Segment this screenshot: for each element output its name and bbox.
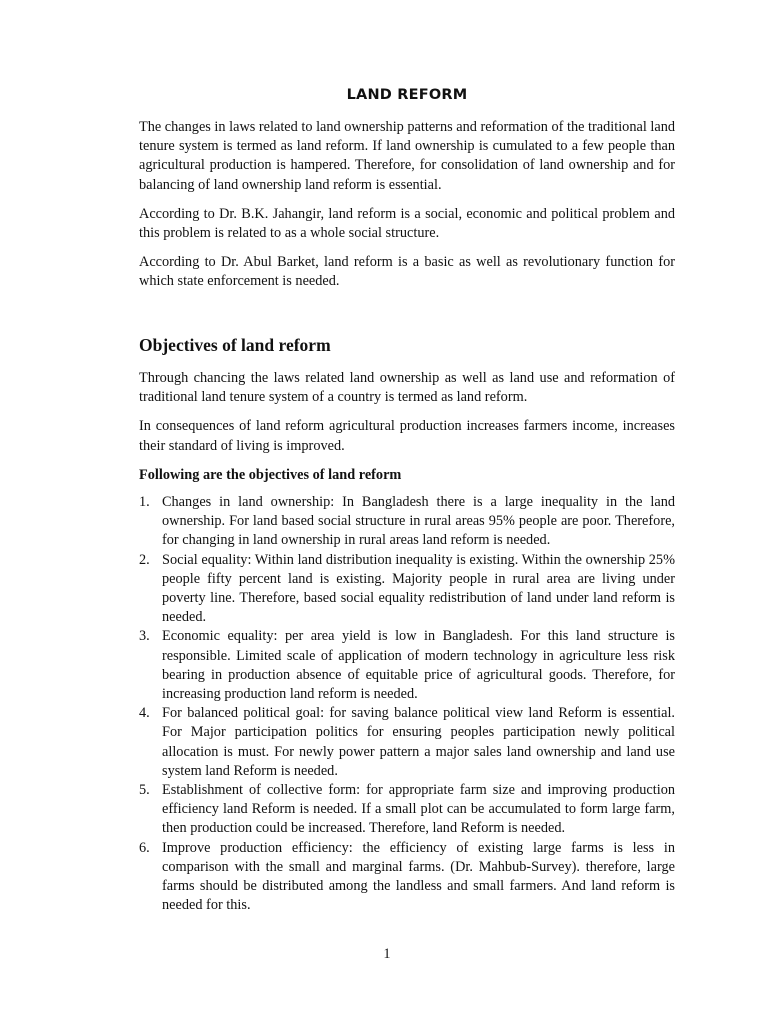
list-item: [139, 839, 675, 916]
section-paragraph: Through chancing the laws related land ownership as well as land use and reformation of traditional land tenure system of a country is termed as land reform.: [139, 370, 675, 406]
objectives-section: [139, 333, 675, 915]
list-item: [139, 551, 675, 628]
objectives-list: [139, 493, 675, 915]
list-item-number: 4.: [139, 705, 150, 722]
intro-section: [139, 118, 675, 302]
intro-paragraph: According to Dr. Abul Barket, land reform is a basic as well as revolutionary function for which state enforcement is needed.: [139, 254, 675, 290]
list-item: [139, 493, 675, 551]
intro-paragraph: According to Dr. B.K. Jahangir, land reform is a social, economic and political problem and this problem is related to as a whole social structure.: [139, 205, 675, 242]
list-item-number: 6.: [139, 839, 150, 856]
page-number: 1: [383, 946, 391, 962]
objectives-subheading: Following are the objectives of land reform: [139, 466, 402, 483]
list-item-text: For balanced political goal: for saving balance political view land Reform is essential. For Major participation politics for ensuring peoples participation newly political allocation is must. For newly power pattern a major sales land ownership and land use system land Reform is needed.: [162, 705, 675, 779]
section-heading: Objectives of land reform: [139, 335, 331, 355]
list-item-text: Changes in land ownership: In Bangladesh there is a large inequality in the land ownership. For land based social structure in rural areas 95% people are poor. Therefore, for changing in land ownership in rural areas land reform is needed.: [162, 494, 675, 549]
list-item-number: 2.: [139, 551, 150, 568]
intro-paragraph: The changes in laws related to land ownership patterns and reformation of the traditional land tenure system is termed as land reform. If land ownership is cumulated to a few people than agricultural production is hampered. Therefore, for consolidation of land ownership and for balancing of land ownership land reform is essential.: [139, 119, 675, 193]
list-item-text: Economic equality: per area yield is low in Bangladesh. For this land structure is responsible. Limited scale of application of modern technology in agriculture less risk bearing in production absence of equitable price of agricultural goods. Therefore, for increasing production land reform is needed.: [162, 628, 675, 703]
list-item-text: Establishment of collective form: for appropriate farm size and improving production efficiency land Reform is needed. If a small plot can be accumulated to form large farm, then production could be increased. Therefore, land Reform is needed.: [162, 782, 675, 837]
list-item-number: 5.: [139, 782, 150, 799]
list-item-number: 3.: [139, 628, 150, 645]
list-item: [139, 781, 675, 839]
list-item-text: Improve production efficiency: the efficiency of existing large farms is less in comparison with the small and marginal farms. (Dr. Mahbub-Survey). therefore, large farms should be distributed among the landless and small farmers. And land reform is needed for this.: [162, 839, 675, 914]
list-item: [139, 704, 675, 781]
section-paragraph: In consequences of land reform agricultural production increases farmers income, increases their standard of living is improved.: [139, 418, 675, 454]
document-title: LAND REFORM: [346, 87, 468, 103]
list-item-number: 1.: [139, 494, 150, 511]
list-item: [139, 627, 675, 704]
list-item-text: Social equality: Within land distribution inequality is existing. Within the ownership 25% people fifty percent land is existing. Majority people in rural area are living under poverty line. Therefore, based social equality redistribution of land under land reform is needed.: [162, 551, 675, 626]
